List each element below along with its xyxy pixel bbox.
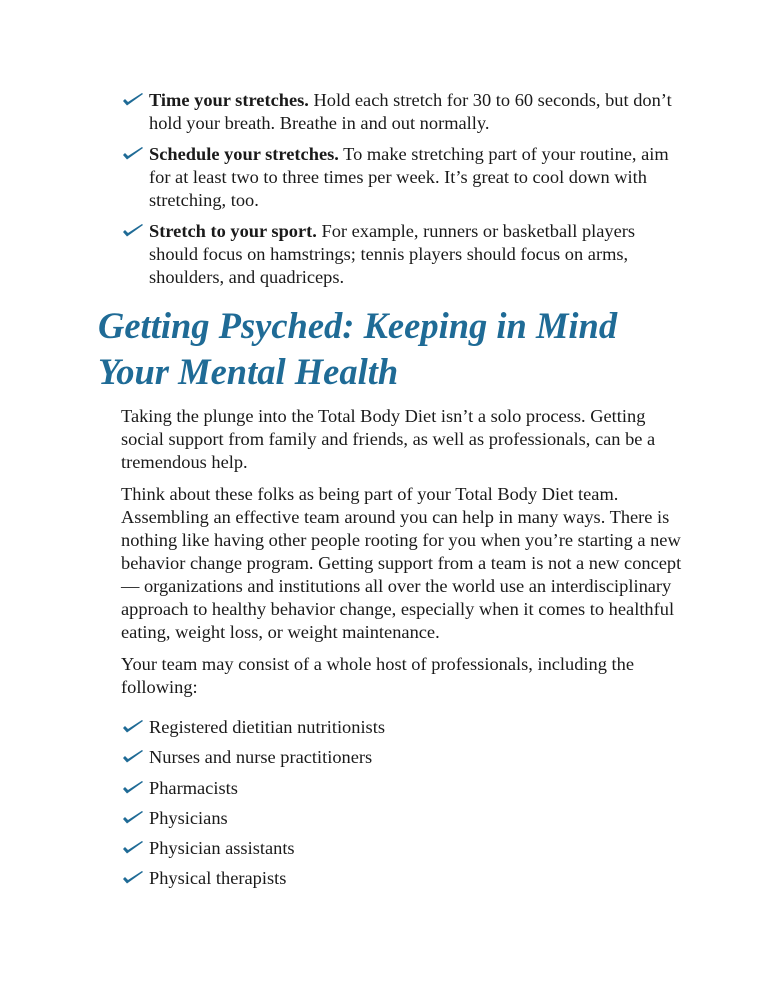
list-item-label: Physicians	[149, 807, 228, 828]
section-body	[121, 405, 686, 708]
tip-text: To make stretching part of your routine, aim for at least two to three times per week. It’s great to cool down with stretching, too.	[149, 144, 669, 210]
section-heading	[98, 303, 738, 395]
stretching-tips-list	[122, 89, 682, 297]
list-item-label: Physician assistants	[149, 838, 295, 859]
list-item	[122, 716, 622, 746]
checkmark-icon	[122, 810, 144, 826]
list-item	[122, 867, 622, 897]
paragraph: Think about these folks as being part of your Total Body Diet team. Assembling an effective team around you can help in many ways. There is nothing like having other people rooting for you when you’re starting a new behavior change program. Getting support from a team is not a new concept — organizations and institutions all over the world use an interdisciplinary approach to healthy behavior change, especially when it comes to healthful eating, weight loss, or weight maintenance.	[121, 484, 682, 642]
list-item	[122, 777, 622, 807]
professionals-list	[122, 716, 622, 898]
checkmark-icon	[122, 840, 144, 856]
tip-title: Schedule your stretches.	[149, 144, 339, 164]
list-item	[122, 143, 682, 212]
checkmark-icon	[122, 146, 144, 162]
list-item-label: Registered dietitian nutritionists	[149, 717, 385, 737]
checkmark-icon	[122, 749, 144, 765]
list-item	[122, 746, 622, 776]
paragraph: Taking the plunge into the Total Body Diet isn’t a solo process. Getting social support from family and friends, as well as professionals, can be a tremendous help.	[121, 406, 656, 472]
checkmark-icon	[122, 92, 144, 108]
tip-title: Time your stretches.	[149, 90, 309, 110]
list-item-label: Pharmacists	[149, 777, 238, 798]
checkmark-icon	[122, 719, 144, 735]
tip-text: For example, runners or basketball players should focus on hamstrings; tennis players should focus on arms, shoulders, and quadriceps.	[149, 221, 636, 287]
paragraph: Your team may consist of a whole host of professionals, including the following:	[121, 654, 634, 697]
section-heading-line: Getting Psyched: Keeping in Mind	[98, 305, 618, 346]
checkmark-icon	[122, 780, 144, 796]
section-heading-line: Your Mental Health	[98, 351, 399, 392]
list-item	[122, 837, 622, 867]
list-item-label: Physical therapists	[149, 868, 287, 889]
list-item	[122, 807, 622, 837]
checkmark-icon	[122, 870, 144, 886]
tip-title: Stretch to your sport.	[149, 221, 317, 241]
tip-text: Hold each stretch for 30 to 60 seconds, but don’t hold your breath. Breathe in and out normally.	[149, 90, 672, 133]
list-item-label: Nurses and nurse practitioners	[149, 747, 373, 768]
list-item	[122, 89, 682, 135]
checkmark-icon	[122, 223, 144, 239]
list-item	[122, 220, 682, 289]
